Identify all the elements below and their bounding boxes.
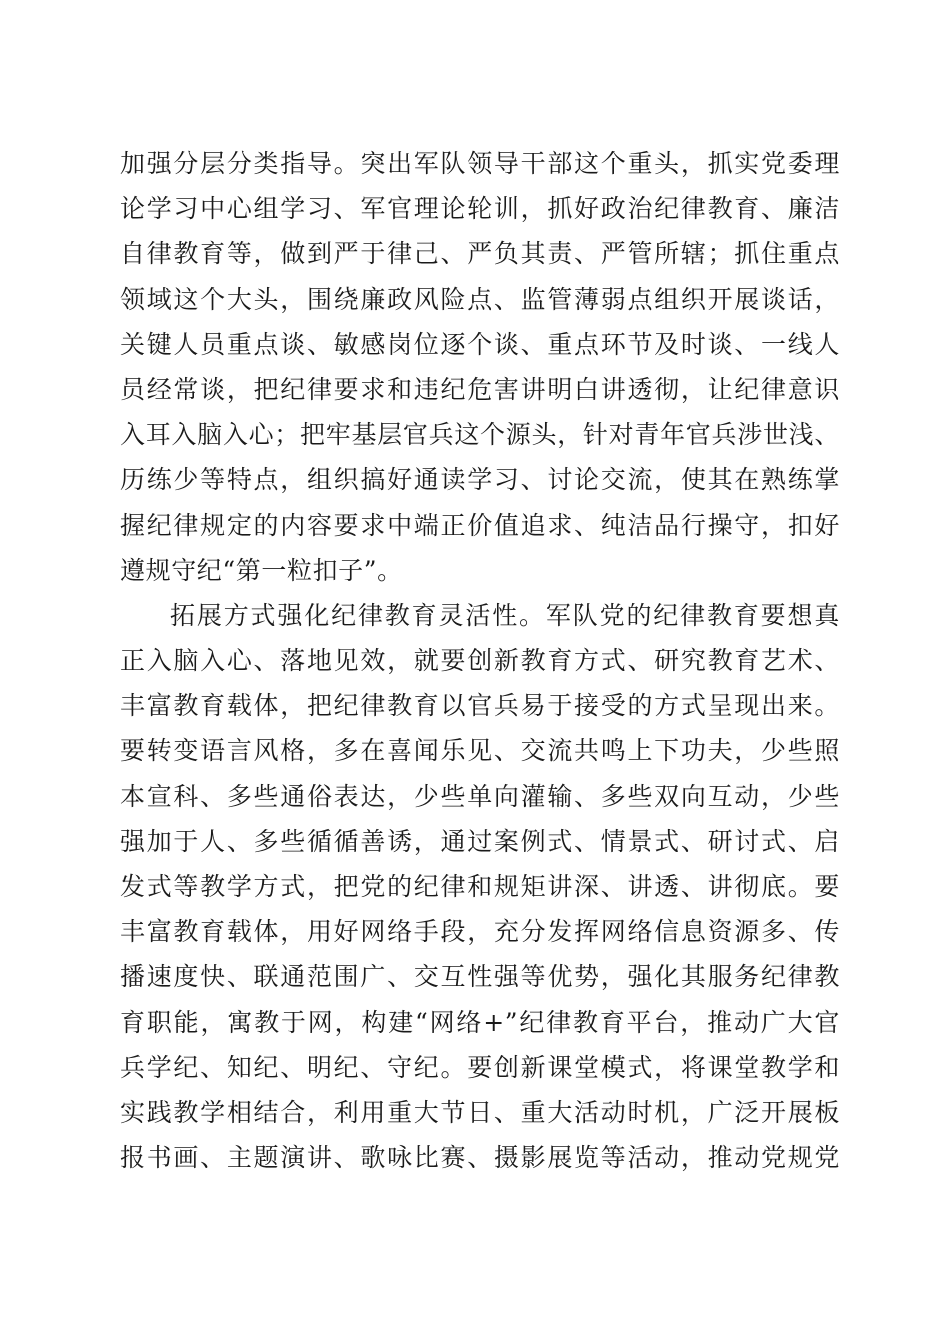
text-line: 播速度快、联通范围广、交互性强等优势，强化其服务纪律教	[120, 962, 840, 992]
text-line: 发式等教学方式，把党的纪律和规矩讲深、讲透、讲彻底。要	[120, 872, 840, 901]
text-line: 领域这个大头，围绕廉政风险点、监管薄弱点组织开展谈话，	[120, 284, 840, 314]
text-line: 员经常谈，把纪律要求和违纪危害讲明白讲透彻，让纪律意识	[120, 374, 840, 404]
text-line: 报书画、主题演讲、歌咏比赛、摄影展览等活动，推动党规党	[120, 1143, 840, 1173]
text-line: 入耳入脑入心；把牢基层官兵这个源头，针对青年官兵涉世浅、	[120, 420, 840, 450]
text-line: 关键人员重点谈、敏感岗位逐个谈、重点环节及时谈、一线人	[120, 329, 840, 359]
text-line: 历练少等特点，组织搞好通读学习、讨论交流，使其在熟练掌	[120, 465, 840, 495]
text-line: 育职能，寓教于网，构建“网络+”纪律教育平台，推动广大官	[120, 1007, 840, 1037]
text-line: 加强分层分类指导。突出军队领导干部这个重头，抓实党委理	[120, 149, 840, 178]
text-line: 本宣科、多些通俗表达，少些单向灌输、多些双向互动，少些	[120, 781, 840, 811]
text-line: 丰富教育载体，把纪律教育以官兵易于接受的方式呈现出来。	[120, 691, 840, 721]
paragraph-2	[120, 593, 840, 1180]
text-line: 遵规守纪“第一粒扣子”。	[120, 555, 403, 585]
text-line: 自律教育等，做到严于律己、严负其责、严管所辖；抓住重点	[120, 239, 840, 269]
text-line: 握纪律规定的内容要求中端正价值追求、纯洁品行操守，扣好	[120, 510, 840, 540]
text-line: 强加于人、多些循循善诱，通过案例式、情景式、研讨式、启	[120, 826, 840, 856]
text-line: 实践教学相结合，利用重大节日、重大活动时机，广泛开展板	[120, 1097, 840, 1127]
text-line: 兵学纪、知纪、明纪、守纪。要创新课堂模式，将课堂教学和	[120, 1052, 840, 1082]
text-line: 论学习中心组学习、军官理论轮训，抓好政治纪律教育、廉洁	[120, 194, 840, 224]
text-line: 要转变语言风格，多在喜闻乐见、交流共鸣上下功夫，少些照	[120, 736, 840, 766]
body-text	[120, 141, 840, 1180]
text-line: 正入脑入心、落地见效，就要创新教育方式、研究教育艺术、	[120, 646, 840, 676]
text-line: 丰富教育载体，用好网络手段，充分发挥网络信息资源多、传	[120, 917, 840, 947]
paragraph-1	[120, 141, 840, 593]
text-line: 拓展方式强化纪律教育灵活性。军队党的纪律教育要想真	[170, 600, 840, 630]
